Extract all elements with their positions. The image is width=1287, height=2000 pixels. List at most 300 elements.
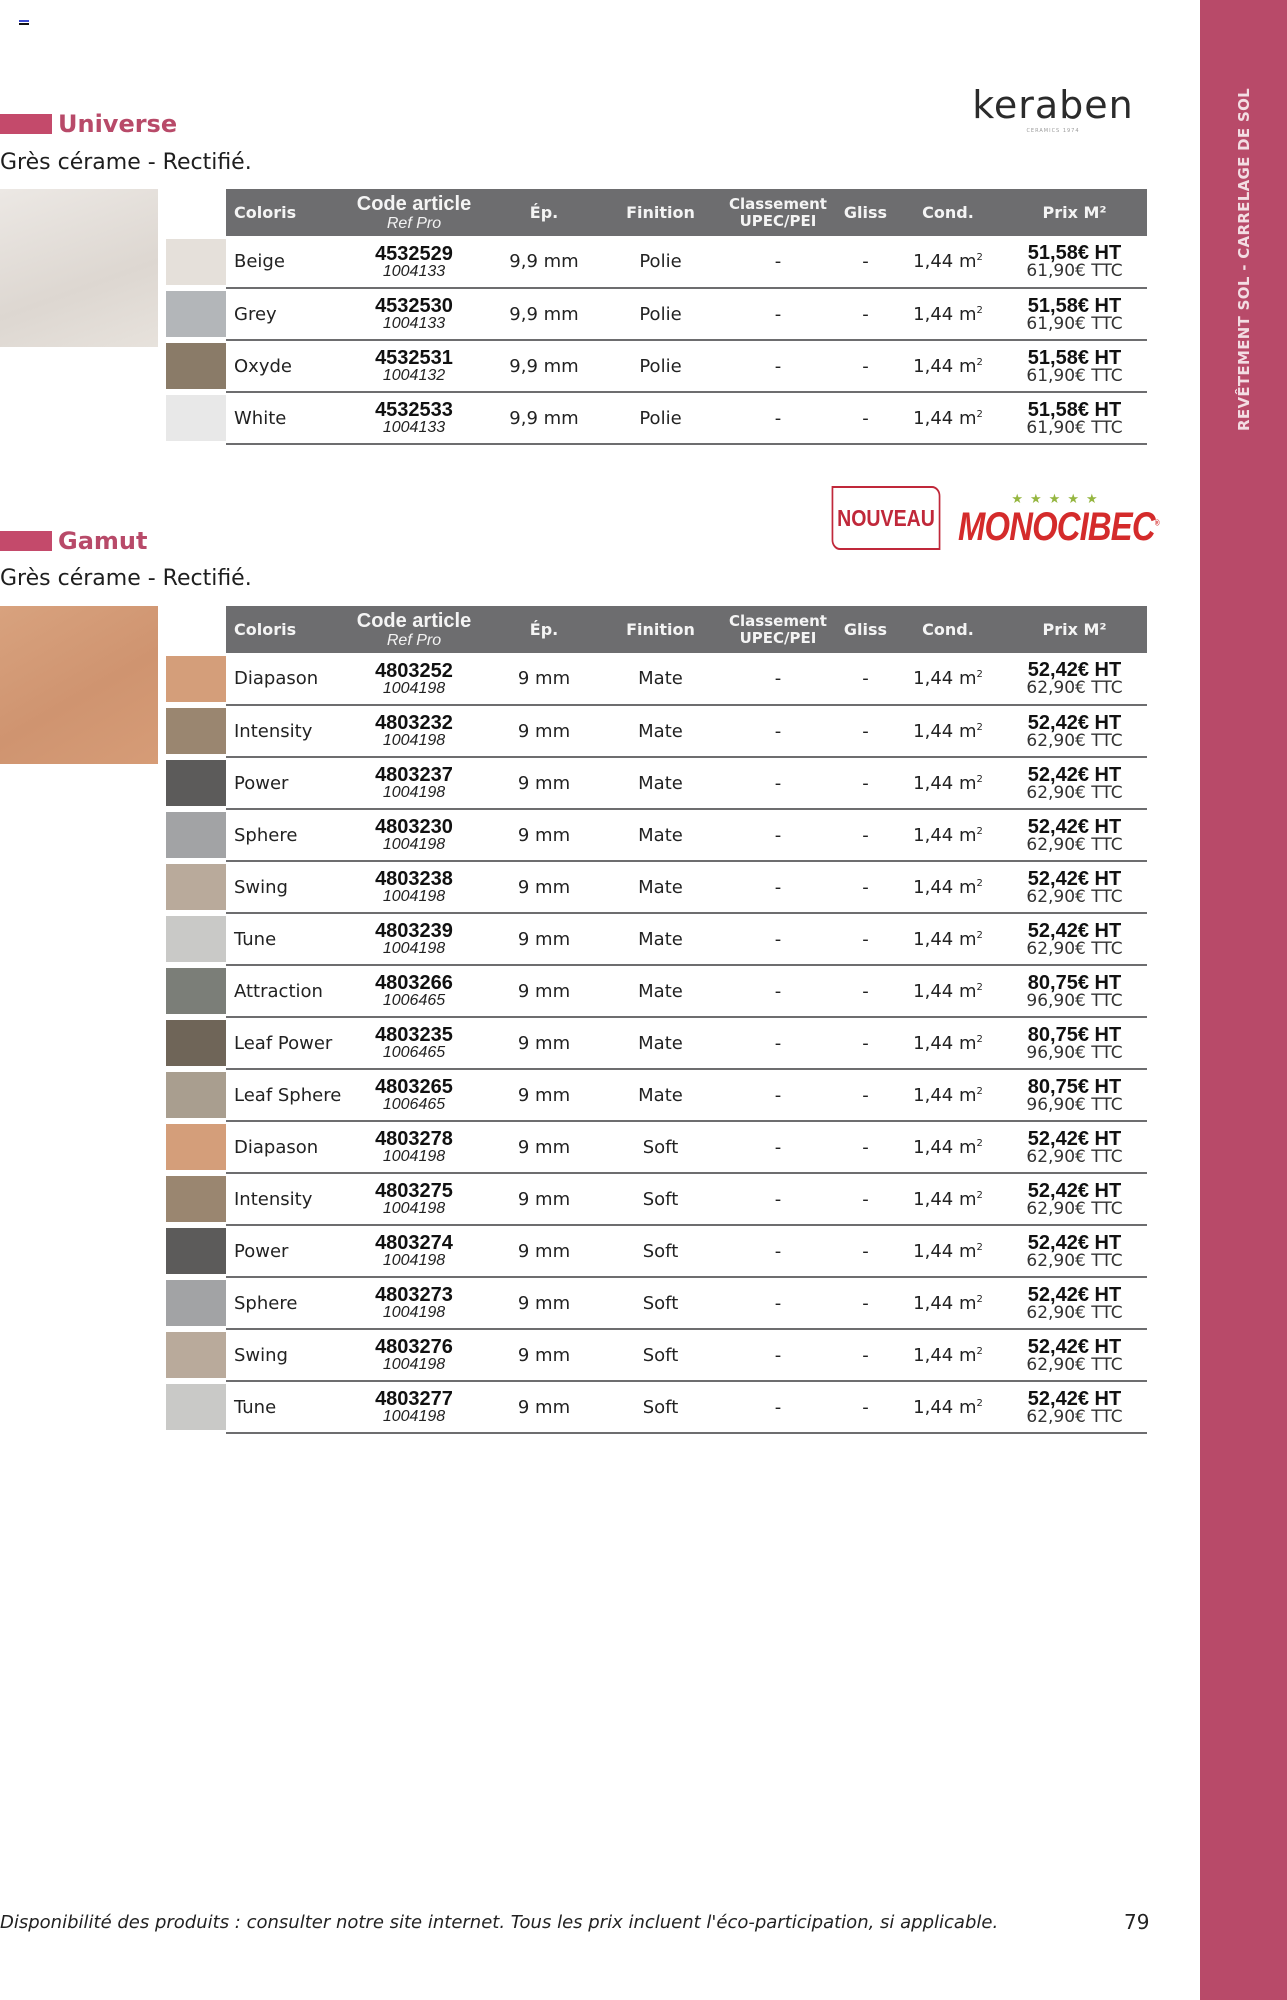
- price-ttc: 61,90€ TTC: [1026, 417, 1123, 438]
- classement-cell: -: [719, 1121, 837, 1173]
- ref-pro: 1004198: [382, 679, 446, 697]
- ep-cell: 9,9 mm: [486, 236, 602, 288]
- gamut-hero-image: [0, 606, 158, 764]
- color-swatch: [166, 708, 226, 754]
- classement-cell: -: [719, 236, 837, 288]
- ref-pro: 1004198: [382, 1148, 446, 1165]
- price-ttc: 62,90€ TTC: [1026, 1198, 1123, 1219]
- keraben-logo: [958, 83, 1148, 134]
- code-cell: [342, 965, 486, 1017]
- table-row: [226, 861, 1147, 913]
- price-ht: 52,42€ HT: [1027, 659, 1122, 681]
- price-cell: [1002, 1381, 1147, 1433]
- ref-pro: 1004198: [382, 732, 446, 749]
- price-ht: 52,42€ HT: [1027, 763, 1122, 786]
- code-cell: [342, 913, 486, 965]
- code-cell: [342, 1173, 486, 1225]
- classement-cell: -: [719, 288, 837, 340]
- cond-cell: 1,44 $m^2$: [894, 1017, 1002, 1069]
- code-cell: [342, 1381, 486, 1433]
- col-coloris: Coloris: [226, 189, 342, 236]
- table-row: [226, 809, 1147, 861]
- coloris-cell: Swing: [226, 1329, 342, 1381]
- code-cell: [342, 236, 486, 288]
- cond-cell: 1,44 $m^2$: [894, 809, 1002, 861]
- coloris-cell: Attraction: [226, 965, 342, 1017]
- coloris-cell: Power: [226, 757, 342, 809]
- code-cell: [342, 1225, 486, 1277]
- cond-cell: 1,44 $m^2$: [894, 1277, 1002, 1329]
- article-code: 4803230: [375, 816, 453, 838]
- finition-cell: Mate: [602, 861, 719, 913]
- color-swatch: [166, 343, 226, 389]
- classement-cell: -: [719, 809, 837, 861]
- cond-cell: 1,44 $m^2$: [894, 653, 1002, 705]
- cond-cell: 1,44 $m^2$: [894, 757, 1002, 809]
- table-header-row: [226, 606, 1147, 653]
- cond-cell: 1,44 $m^2$: [894, 236, 1002, 288]
- ep-cell: 9,9 mm: [486, 340, 602, 392]
- color-swatch: [166, 291, 226, 337]
- color-swatch: [166, 1124, 226, 1170]
- color-swatch: [166, 916, 226, 962]
- col-cond: Cond.: [894, 189, 1002, 236]
- finition-cell: Soft: [602, 1225, 719, 1277]
- ref-pro: 1004133: [382, 262, 446, 280]
- color-swatch: [166, 864, 226, 910]
- ref-pro: 1004198: [382, 836, 446, 853]
- keraben-tagline: CERAMICS 1974: [1026, 128, 1080, 134]
- article-code: 4803273: [375, 1284, 453, 1306]
- coloris-cell: Leaf Power: [226, 1017, 342, 1069]
- cond-cell: 1,44 $m^2$: [894, 1173, 1002, 1225]
- coloris-cell: Grey: [226, 288, 342, 340]
- coloris-cell: Sphere: [226, 809, 342, 861]
- section-subtitle-universe: Grès cérame - Rectifié.: [0, 150, 252, 175]
- finition-cell: Mate: [602, 757, 719, 809]
- code-cell: [342, 392, 486, 444]
- finition-cell: Soft: [602, 1121, 719, 1173]
- classement-cell: -: [719, 1381, 837, 1433]
- article-code: 4803239: [375, 920, 453, 942]
- color-swatch: [166, 1332, 226, 1378]
- gliss-cell: -: [837, 861, 894, 913]
- price-ht: 52,42€ HT: [1027, 1127, 1122, 1150]
- price-ht: 51,58€ HT: [1027, 398, 1122, 421]
- table-row: [226, 1017, 1147, 1069]
- coloris-cell: Diapason: [226, 1121, 342, 1173]
- article-code: 4803238: [375, 868, 453, 890]
- price-ht: 51,58€ HT: [1027, 294, 1122, 317]
- price-cell: [1002, 1069, 1147, 1121]
- code-cell: [342, 288, 486, 340]
- price-cell: [1002, 1121, 1147, 1173]
- ref-pro: 1004198: [382, 1408, 446, 1425]
- coloris-cell: Diapason: [226, 653, 342, 705]
- finition-cell: Soft: [602, 1329, 719, 1381]
- code-cell: [342, 861, 486, 913]
- ep-cell: 9 mm: [486, 1173, 602, 1225]
- price-cell: [1002, 288, 1147, 340]
- price-cell: [1002, 913, 1147, 965]
- article-code: 4803275: [375, 1180, 453, 1202]
- price-cell: [1002, 1225, 1147, 1277]
- col-coloris: Coloris: [226, 606, 342, 653]
- price-ttc: 62,90€ TTC: [1026, 782, 1123, 803]
- cond-cell: 1,44 $m^2$: [894, 861, 1002, 913]
- gliss-cell: -: [837, 757, 894, 809]
- col-prix: Prix M²: [1002, 189, 1147, 236]
- ep-cell: 9 mm: [486, 913, 602, 965]
- col-code-article: Code article Ref Pro: [342, 189, 486, 236]
- table-row: [226, 1069, 1147, 1121]
- finition-cell: Soft: [602, 1277, 719, 1329]
- ep-cell: 9 mm: [486, 1017, 602, 1069]
- code-cell: [342, 809, 486, 861]
- classement-cell: -: [719, 913, 837, 965]
- price-cell: [1002, 653, 1147, 705]
- ep-cell: 9 mm: [486, 809, 602, 861]
- cond-cell: 1,44 $m^2$: [894, 1121, 1002, 1173]
- gliss-cell: -: [837, 288, 894, 340]
- classement-cell: -: [719, 965, 837, 1017]
- article-code: 4803274: [375, 1232, 453, 1254]
- price-cell: [1002, 757, 1147, 809]
- classement-cell: -: [719, 1173, 837, 1225]
- classement-cell: -: [719, 1017, 837, 1069]
- col-code-article: Code article Ref Pro: [342, 606, 486, 653]
- ref-pro: 1004198: [382, 1252, 446, 1269]
- section-name: Gamut: [58, 527, 148, 555]
- price-ttc: 61,90€ TTC: [1026, 313, 1123, 334]
- price-ttc: 61,90€ TTC: [1026, 261, 1123, 281]
- ref-pro: 1004198: [382, 888, 446, 905]
- col-cond: Cond.: [894, 606, 1002, 653]
- section-subtitle-gamut: Grès cérame - Rectifié.: [0, 566, 252, 591]
- universe-product-table: [226, 189, 1147, 445]
- ep-cell: 9 mm: [486, 757, 602, 809]
- gliss-cell: -: [837, 236, 894, 288]
- ref-pro: 1006465: [382, 1044, 446, 1061]
- cond-cell: 1,44 $m^2$: [894, 1225, 1002, 1277]
- color-swatch: [166, 1020, 226, 1066]
- col-classement: Classement UPEC/PEI: [719, 189, 837, 236]
- coloris-cell: Power: [226, 1225, 342, 1277]
- finition-cell: Mate: [602, 1017, 719, 1069]
- color-swatch: [166, 1072, 226, 1118]
- cond-cell: 1,44 $m^2$: [894, 340, 1002, 392]
- ep-cell: 9 mm: [486, 1121, 602, 1173]
- price-ht: 52,42€ HT: [1027, 815, 1122, 838]
- price-ttc: 62,90€ TTC: [1026, 886, 1123, 907]
- coloris-cell: Intensity: [226, 705, 342, 757]
- color-swatch: [166, 812, 226, 858]
- cond-cell: 1,44 $m^2$: [894, 913, 1002, 965]
- ep-cell: 9 mm: [486, 965, 602, 1017]
- coloris-cell: Beige: [226, 236, 342, 288]
- gliss-cell: -: [837, 965, 894, 1017]
- article-code: 4803235: [375, 1024, 453, 1046]
- color-swatch: [166, 656, 226, 702]
- color-swatch: [166, 968, 226, 1014]
- cond-cell: 1,44 $m^2$: [894, 965, 1002, 1017]
- article-code: 4803232: [375, 712, 453, 734]
- coloris-cell: Swing: [226, 861, 342, 913]
- price-ttc: 62,90€ TTC: [1026, 1250, 1123, 1271]
- gliss-cell: -: [837, 1277, 894, 1329]
- code-cell: [342, 1329, 486, 1381]
- col-ep: Ép.: [486, 606, 602, 653]
- col-gliss: Gliss: [837, 189, 894, 236]
- price-ht: 52,42€ HT: [1027, 919, 1122, 942]
- price-cell: [1002, 1017, 1147, 1069]
- price-ttc: 62,90€ TTC: [1026, 1354, 1123, 1375]
- rating-stars-icon: ★★★★★: [1011, 492, 1105, 507]
- finition-cell: Polie: [602, 236, 719, 288]
- price-cell: [1002, 1329, 1147, 1381]
- gliss-cell: -: [837, 653, 894, 705]
- coloris-cell: White: [226, 392, 342, 444]
- table-row: [226, 705, 1147, 757]
- price-cell: [1002, 1173, 1147, 1225]
- gliss-cell: -: [837, 1121, 894, 1173]
- gliss-cell: -: [837, 705, 894, 757]
- cond-cell: 1,44 $m^2$: [894, 392, 1002, 444]
- code-cell: [342, 653, 486, 705]
- article-code: 4803252: [375, 659, 453, 682]
- coloris-cell: Tune: [226, 913, 342, 965]
- ref-pro: 1006465: [382, 1096, 446, 1113]
- price-ht: 80,75€ HT: [1027, 1075, 1122, 1098]
- color-swatch: [166, 1228, 226, 1274]
- price-ttc: 61,90€ TTC: [1026, 365, 1123, 386]
- ep-cell: 9 mm: [486, 1069, 602, 1121]
- gliss-cell: -: [837, 1329, 894, 1381]
- table-row: [226, 236, 1147, 288]
- article-code: 4532529: [375, 242, 453, 265]
- price-cell: [1002, 809, 1147, 861]
- ep-cell: 9 mm: [486, 861, 602, 913]
- gamut-product-table: [226, 606, 1147, 1434]
- price-ttc: 96,90€ TTC: [1026, 990, 1123, 1011]
- section-side-band: [1200, 0, 1287, 2000]
- price-ht: 52,42€ HT: [1027, 1335, 1122, 1358]
- color-swatch: [166, 1384, 226, 1430]
- code-cell: [342, 1121, 486, 1173]
- table-row: [226, 392, 1147, 444]
- finition-cell: Mate: [602, 965, 719, 1017]
- color-swatch: [166, 1280, 226, 1326]
- table-row: [226, 288, 1147, 340]
- color-swatch: [166, 760, 226, 806]
- classement-cell: -: [719, 1069, 837, 1121]
- price-ttc: 96,90€ TTC: [1026, 1094, 1123, 1115]
- price-cell: [1002, 236, 1147, 288]
- finition-cell: Mate: [602, 705, 719, 757]
- cond-cell: 1,44 $m^2$: [894, 1069, 1002, 1121]
- col-ep: Ép.: [486, 189, 602, 236]
- classement-cell: -: [719, 1225, 837, 1277]
- price-ht: 80,75€ HT: [1027, 971, 1122, 994]
- price-cell: [1002, 861, 1147, 913]
- ref-pro: 1004198: [382, 1356, 446, 1373]
- ref-pro: 1004198: [382, 1304, 446, 1321]
- price-ttc: 96,90€ TTC: [1026, 1042, 1123, 1063]
- article-code: 4803266: [375, 972, 453, 994]
- price-ht: 80,75€ HT: [1027, 1023, 1122, 1046]
- ep-cell: 9,9 mm: [486, 392, 602, 444]
- price-ht: 52,42€ HT: [1027, 1283, 1122, 1306]
- table-row: [226, 1381, 1147, 1433]
- coloris-cell: Tune: [226, 1381, 342, 1433]
- universe-hero-image: [0, 189, 158, 347]
- table-row: [226, 340, 1147, 392]
- finition-cell: Polie: [602, 340, 719, 392]
- article-code: 4803278: [375, 1128, 453, 1150]
- menu-icon[interactable]: [19, 20, 29, 28]
- price-ht: 52,42€ HT: [1027, 711, 1122, 734]
- classement-cell: -: [719, 1329, 837, 1381]
- section-title-gamut: [0, 527, 147, 555]
- finition-cell: Mate: [602, 1069, 719, 1121]
- ep-cell: 9 mm: [486, 653, 602, 705]
- price-ttc: 62,90€ TTC: [1026, 730, 1123, 751]
- article-code: 4803237: [375, 764, 453, 786]
- classement-cell: -: [719, 653, 837, 705]
- title-accent-bar: [0, 114, 52, 134]
- ep-cell: 9 mm: [486, 1225, 602, 1277]
- ep-cell: 9 mm: [486, 1381, 602, 1433]
- ref-pro: 1004132: [382, 367, 446, 384]
- finition-cell: Soft: [602, 1381, 719, 1433]
- classement-cell: -: [719, 705, 837, 757]
- coloris-cell: Oxyde: [226, 340, 342, 392]
- coloris-cell: Leaf Sphere: [226, 1069, 342, 1121]
- table-header-row: [226, 189, 1147, 236]
- gliss-cell: -: [837, 340, 894, 392]
- price-ht: 52,42€ HT: [1027, 867, 1122, 890]
- price-ht: 51,58€ HT: [1027, 242, 1122, 264]
- cond-cell: 1,44 $m^2$: [894, 1329, 1002, 1381]
- col-classement: Classement UPEC/PEI: [719, 606, 837, 653]
- price-ht: 52,42€ HT: [1027, 1387, 1122, 1410]
- availability-note: Disponibilité des produits : consulter notre site internet. Tous les prix incluent l'éco-participation, si applicable.: [0, 1912, 999, 1933]
- price-ht: 52,42€ HT: [1027, 1179, 1122, 1202]
- monocibec-logo: [958, 492, 1159, 549]
- finition-cell: Polie: [602, 288, 719, 340]
- cond-cell: 1,44 $m^2$: [894, 705, 1002, 757]
- finition-cell: Mate: [602, 809, 719, 861]
- gliss-cell: -: [837, 913, 894, 965]
- price-ttc: 62,90€ TTC: [1026, 1146, 1123, 1167]
- table-row: [226, 1173, 1147, 1225]
- table-row: [226, 965, 1147, 1017]
- price-cell: [1002, 340, 1147, 392]
- ref-pro: 1004198: [382, 1200, 446, 1217]
- price-cell: [1002, 1277, 1147, 1329]
- ep-cell: 9,9 mm: [486, 288, 602, 340]
- code-cell: [342, 1017, 486, 1069]
- col-finition: Finition: [602, 189, 719, 236]
- classement-cell: -: [719, 861, 837, 913]
- price-ttc: 62,90€ TTC: [1026, 1406, 1123, 1427]
- title-accent-bar: [0, 531, 52, 551]
- classement-cell: -: [719, 392, 837, 444]
- col-finition: Finition: [602, 606, 719, 653]
- finition-cell: Mate: [602, 653, 719, 705]
- col-prix: Prix M²: [1002, 606, 1147, 653]
- section-name: Universe: [58, 110, 178, 138]
- finition-cell: Mate: [602, 913, 719, 965]
- ref-pro: 1004198: [382, 940, 446, 957]
- gliss-cell: -: [837, 1225, 894, 1277]
- finition-cell: Polie: [602, 392, 719, 444]
- table-row: [226, 653, 1147, 705]
- table-row: [226, 1329, 1147, 1381]
- gliss-cell: -: [837, 392, 894, 444]
- article-code: 4532531: [375, 347, 453, 369]
- gliss-cell: -: [837, 1069, 894, 1121]
- article-code: 4803265: [375, 1076, 453, 1098]
- side-band-label: REVÊTEMENT SOL - CARRELAGE DE SOL: [1234, 88, 1253, 431]
- ep-cell: 9 mm: [486, 705, 602, 757]
- finition-cell: Soft: [602, 1173, 719, 1225]
- table-row: [226, 1225, 1147, 1277]
- gliss-cell: -: [837, 809, 894, 861]
- table-row: [226, 757, 1147, 809]
- page-number: 79: [1124, 1910, 1150, 1934]
- price-ttc: 62,90€ TTC: [1026, 1302, 1123, 1323]
- color-swatch: [166, 1176, 226, 1222]
- code-cell: [342, 340, 486, 392]
- price-ht: 51,58€ HT: [1027, 346, 1122, 369]
- price-ttc: 62,90€ TTC: [1026, 938, 1123, 959]
- classement-cell: -: [719, 340, 837, 392]
- ep-cell: 9 mm: [486, 1277, 602, 1329]
- nouveau-badge: NOUVEAU: [832, 486, 941, 550]
- keraben-wordmark: keraben: [972, 83, 1134, 127]
- monocibec-wordmark: MONOCIBEC®: [958, 505, 1159, 549]
- price-ht: 52,42€ HT: [1027, 1231, 1122, 1254]
- color-swatch: [166, 395, 226, 441]
- code-cell: [342, 705, 486, 757]
- gliss-cell: -: [837, 1381, 894, 1433]
- classement-cell: -: [719, 757, 837, 809]
- price-cell: [1002, 965, 1147, 1017]
- code-cell: [342, 757, 486, 809]
- col-gliss: Gliss: [837, 606, 894, 653]
- article-code: 4803276: [375, 1336, 453, 1358]
- color-swatch: [166, 239, 226, 285]
- ep-cell: 9 mm: [486, 1329, 602, 1381]
- article-code: 4532533: [375, 399, 453, 421]
- article-code: 4532530: [375, 295, 453, 317]
- coloris-cell: Sphere: [226, 1277, 342, 1329]
- price-ttc: 62,90€ TTC: [1026, 834, 1123, 855]
- price-cell: [1002, 392, 1147, 444]
- article-code: 4803277: [375, 1388, 453, 1410]
- cond-cell: 1,44 $m^2$: [894, 288, 1002, 340]
- table-row: [226, 1121, 1147, 1173]
- table-row: [226, 1277, 1147, 1329]
- price-cell: [1002, 705, 1147, 757]
- price-ttc: 62,90€ TTC: [1026, 678, 1123, 698]
- code-cell: [342, 1277, 486, 1329]
- coloris-cell: Intensity: [226, 1173, 342, 1225]
- gliss-cell: -: [837, 1173, 894, 1225]
- code-cell: [342, 1069, 486, 1121]
- ref-pro: 1004198: [382, 784, 446, 801]
